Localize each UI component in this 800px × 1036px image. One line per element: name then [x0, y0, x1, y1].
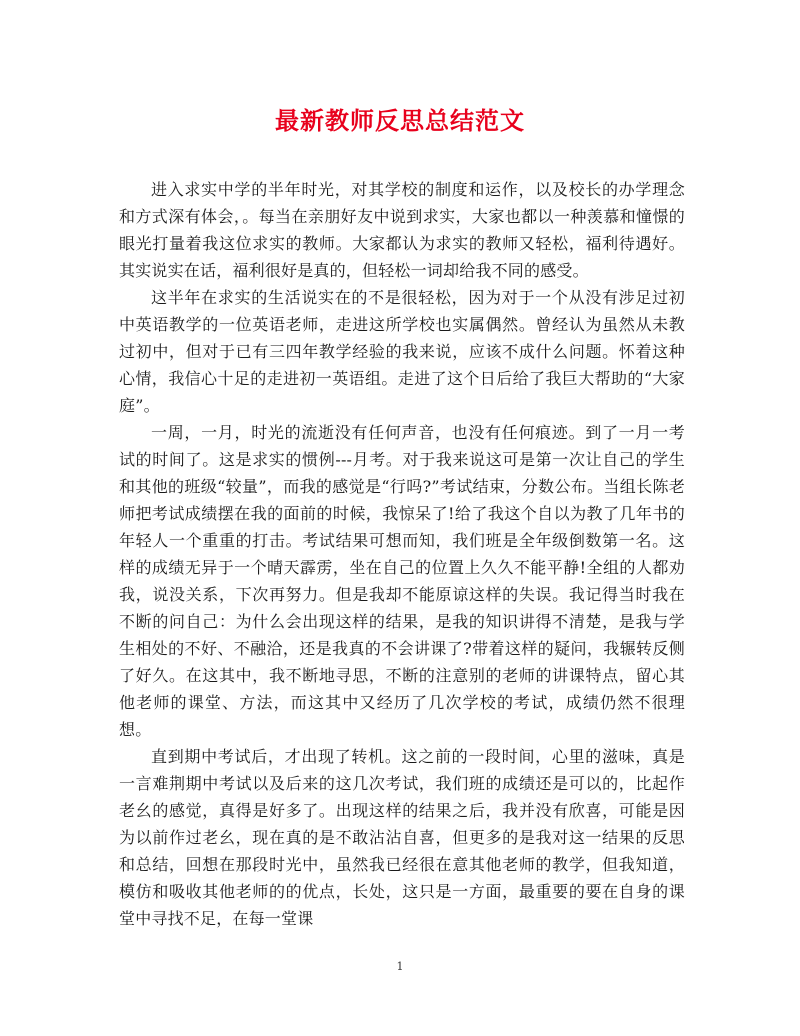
paragraph-3: 一周，一月，时光的流逝没有任何声音，也没有任何痕迹。到了一月一考试的时间了。这是求实的惯例---月考。对于我来说这可是第一次让自己的学生和其他的班级“较量”，而我的感觉是“行吗?”考试结束，分数公布。当组长陈老师把考试成绩摆在我的面前的时候，我惊呆了!给了我这个自以为教了几年书的年轻人一个重重的打击。考试结果可想而知，我们班是全年级倒数第一名。这样的成绩无异于一个晴天霹雳，坐在自己的位置上久久不能平静!全组的人都劝我，说没关系，下次再努力。但是我却不能原谅这样的失误。我记得当时我在不断的问自己：为什么会出现这样的结果，是我的知识讲得不清楚，是我与学生相处的不好、不融洽，还是我真的不会讲课了?带着这样的疑问，我辗转反侧了好久。在这其中，我不断地寻思，不断的注意别的老师的讲课特点，留心其他老师的课堂、方法，而这其中又经历了几次学校的考试，成绩仍然不很理想。: [119, 423, 685, 739]
page-number: 1: [396, 960, 404, 973]
document-body: [119, 176, 685, 932]
document-title: 最新教师反思总结范文: [275, 106, 525, 135]
paragraph-2: 这半年在求实的生活说实在的不是很轻松，因为对于一个从没有涉足过初中英语教学的一位英语老师，走进这所学校也实属偶然。曾经认为虽然从未教过初中，但对于已有三四年教学经验的我来说，应该不成什么问题。怀着这种心情，我信心十足的走进初一英语组。走进了这个日后给了我巨大帮助的“大家庭”。: [119, 288, 685, 415]
paragraph-1: 进入求实中学的半年时光，对其学校的制度和运作，以及校长的办学理念和方式深有体会，。每当在亲朋好友中说到求实，大家也都以一种羡慕和憧憬的眼光打量着我这位求实的教师。大家都认为求实的教师又轻松，福利待遇好。其实说实在话，福利很好是真的，但轻松一词却给我不同的感受。: [119, 180, 685, 280]
paragraph-4: 直到期中考试后，才出现了转机。这之前的一段时间，心里的滋味，真是一言难荆期中考试以及后来的这几次考试，我们班的成绩还是可以的，比起作老幺的感觉，真得是好多了。出现这样的结果之后，我并没有欣喜，可能是因为以前作过老幺，现在真的是不敢沾沾自喜，但更多的是我对这一结果的反思和总结，回想在那段时光中，虽然我已经很在意其他老师的教学，但我知道，模仿和吸收其他老师的的优点，长处，这只是一方面，最重要的要在自身的课堂中寻找不足，在每一堂课: [119, 747, 685, 928]
